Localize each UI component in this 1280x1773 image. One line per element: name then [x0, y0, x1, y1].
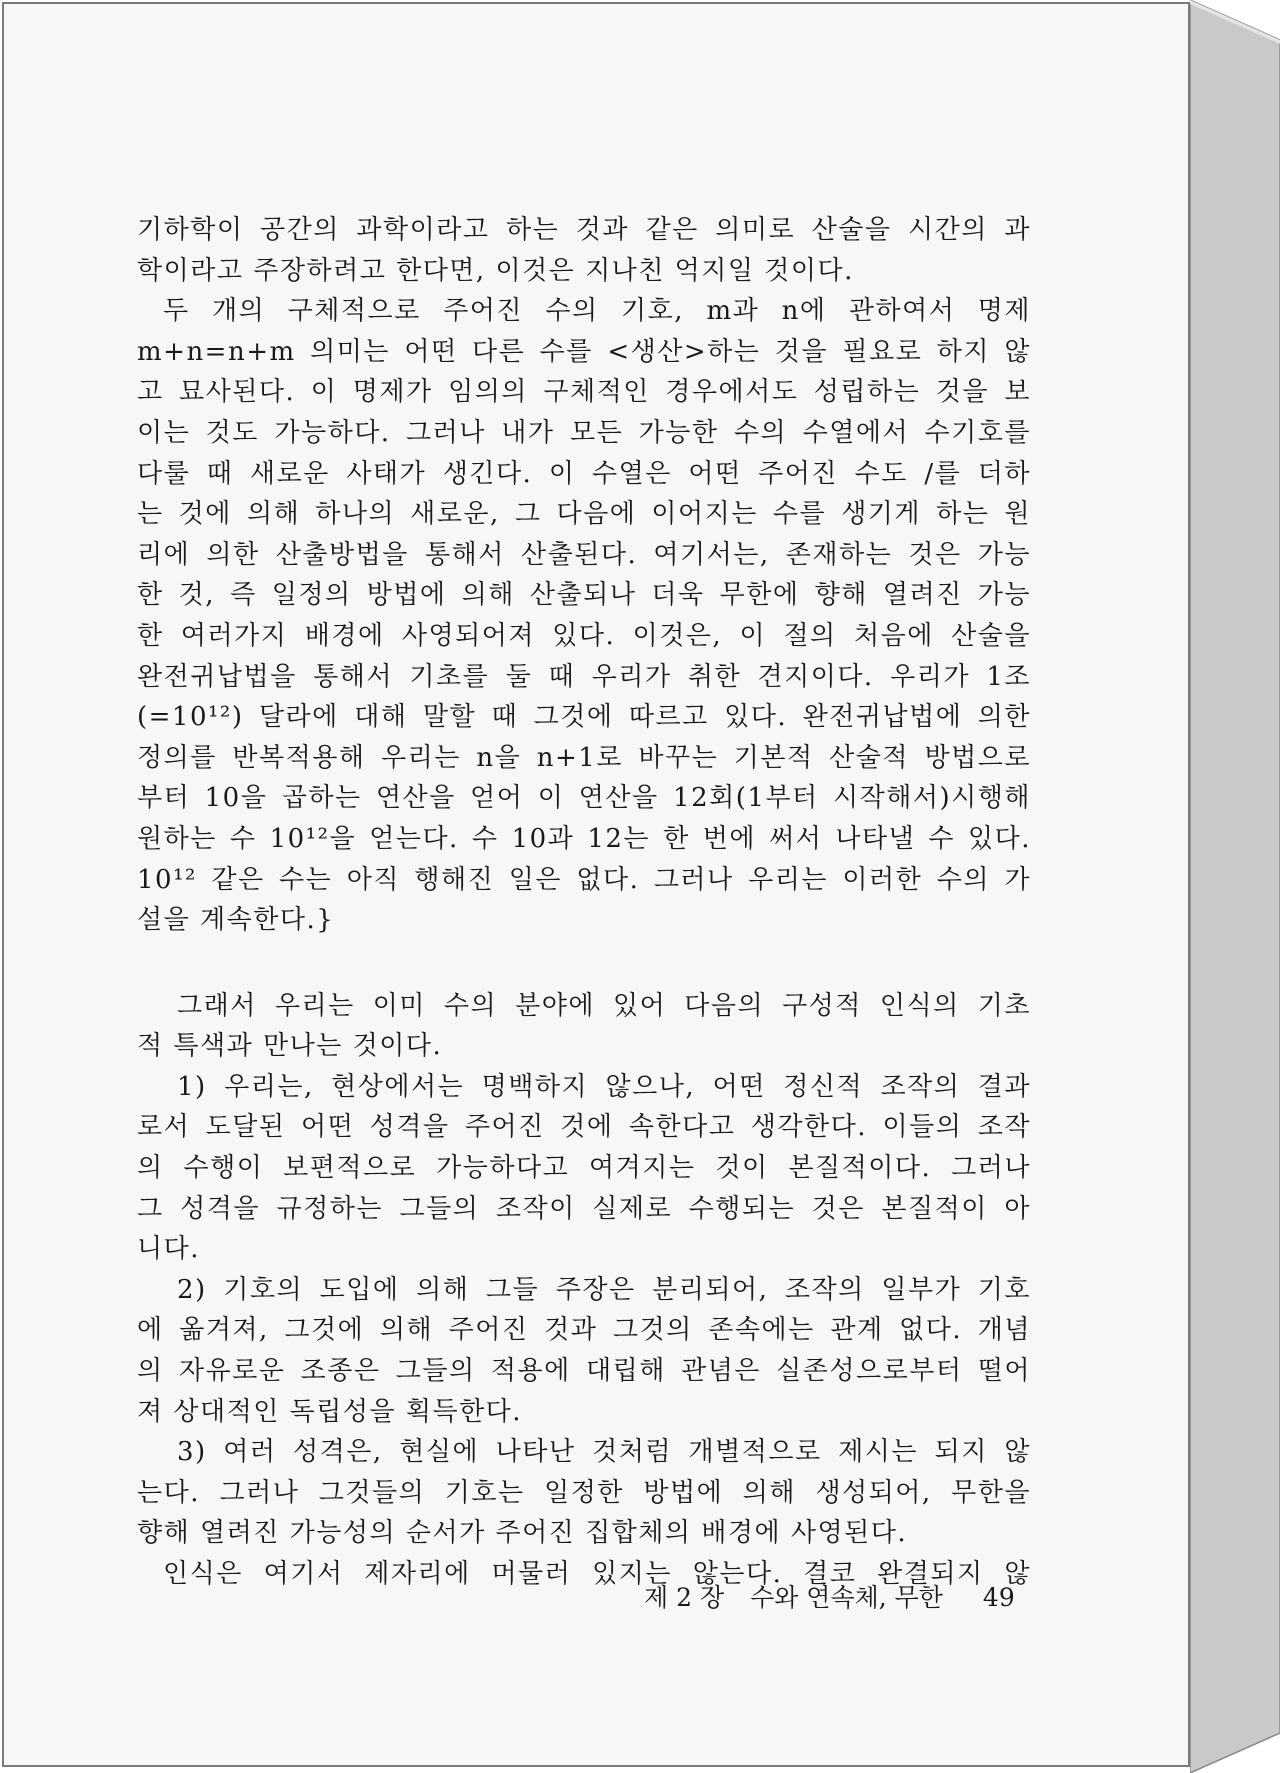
text-line: m+n=n+m 의미는 어떤 다른 수를 <생산>하는 것을 필요로 하지 않: [137, 336, 1031, 367]
text-line: 적 특색과 만나는 것이다.: [137, 1031, 443, 1062]
list-item-line: 니다.: [137, 1234, 200, 1265]
book-edge-icon: [1190, 0, 1280, 1773]
text-line: 리에 의한 산출방법을 통해서 산출된다. 여기서는, 존재하는 것은 가능: [137, 539, 1031, 570]
chapter-title: 수와 연속체, 무한: [750, 1583, 943, 1612]
text-line: 인식은 여기서 제자리에 머물러 있지는 않는다. 결코 완결되지 않: [163, 1559, 1031, 1589]
list-item-line: 그 성격을 규정하는 그들의 조작이 실제로 수행되는 것은 본질적이 아: [137, 1193, 1031, 1224]
list-item-line: 져 상대적인 독립성을 획득한다.: [137, 1396, 523, 1427]
page-footer: [644, 1578, 1044, 1618]
list-item-line: 에 옮겨져, 그것에 의해 주어진 것과 그것의 존속에는 관계 없다. 개념: [137, 1315, 1031, 1346]
list-item-line: 향해 열려진 가능성의 순서가 주어진 집합체의 배경에 사영된다.: [137, 1518, 908, 1549]
paragraph-gap: [137, 941, 1031, 986]
list-item-line: 로서 도달된 어떤 성격을 주어진 것에 속한다고 생각한다. 이들의 조작: [137, 1112, 1031, 1143]
text-line: 는 것에 의해 하나의 새로운, 그 다음에 이어지는 수를 생기게 하는 원: [137, 499, 1031, 530]
text-line: 다룰 때 새로운 사태가 생긴다. 이 수열은 어떤 주어진 수도 /를 더하: [137, 458, 1031, 489]
list-item-line: 1) 우리는, 현상에서는 명백하지 않으나, 어떤 정신적 조작의 결과: [177, 1071, 1031, 1102]
list-item-line: 의 수행이 보편적으로 가능하다고 여겨지는 것이 본질적이다. 그러나: [137, 1153, 1031, 1184]
text-line: 한 것, 즉 일정의 방법에 의해 산출되나 더욱 무한에 향해 열려진 가능: [137, 580, 1031, 611]
list-item-line: 는다. 그러나 그것들의 기호는 일정한 방법에 의해 생성되어, 무한을: [137, 1477, 1031, 1508]
book-page: [2, 2, 1190, 1767]
text-line: 두 개의 구체적으로 주어진 수의 기호, m과 n에 관하여서 명제: [163, 296, 1031, 327]
text-line: 완전귀납법을 통해서 기초를 둘 때 우리가 취한 견지이다. 우리가 1조: [137, 661, 1031, 692]
list-item-line: 2) 기호의 도입에 의해 그들 주장은 분리되어, 조작의 일부가 기호: [177, 1274, 1031, 1305]
chapter-label: 제 2 장: [644, 1583, 725, 1612]
list-item-line: 의 자유로운 조종은 그들의 적용에 대립해 관념은 실존성으로부터 떨어: [137, 1356, 1031, 1387]
text-line: (=10¹²) 달라에 대해 말할 때 그것에 따르고 있다. 완전귀납법에 의한: [137, 702, 1031, 733]
text-line: 10¹² 같은 수는 아직 행해진 일은 없다. 그러나 우리는 이러한 수의 가: [137, 864, 1031, 895]
text-line: 그래서 우리는 이미 수의 분야에 있어 다음의 구성적 인식의 기초: [177, 990, 1031, 1021]
body-text: [137, 210, 1031, 1595]
list-item-line: 3) 여러 성격은, 현실에 나타난 것처럼 개별적으로 제시는 되지 않: [177, 1437, 1031, 1468]
text-line: 한 여러가지 배경에 사영되어져 있다. 이것은, 이 절의 처음에 산술을: [137, 620, 1031, 651]
text-line: 원하는 수 10¹²을 얻는다. 수 10과 12는 한 번에 써서 나타낼 수 있다.: [137, 823, 1031, 854]
text-line: 이는 것도 가능하다. 그러나 내가 모든 가능한 수의 수열에서 수기호를: [137, 417, 1031, 448]
page-number: 49: [982, 1583, 1015, 1612]
text-line: 고 묘사된다. 이 명제가 임의의 구체적인 경우에서도 성립하는 것을 보: [137, 377, 1031, 408]
text-line: 정의를 반복적용해 우리는 n을 n+1로 바꾸는 기본적 산술적 방법으로: [137, 742, 1031, 773]
text-line: 설을 계속한다.}: [137, 905, 335, 936]
text-line: 학이라고 주장하려고 한다면, 이것은 지나친 억지일 것이다.: [137, 255, 854, 286]
text-line: 기하학이 공간의 과학이라고 하는 것과 같은 의미로 산술을 시간의 과: [137, 215, 1031, 245]
text-line: 부터 10을 곱하는 연산을 얻어 이 연산을 12회(1부터 시작해서)시행해: [137, 783, 1031, 814]
